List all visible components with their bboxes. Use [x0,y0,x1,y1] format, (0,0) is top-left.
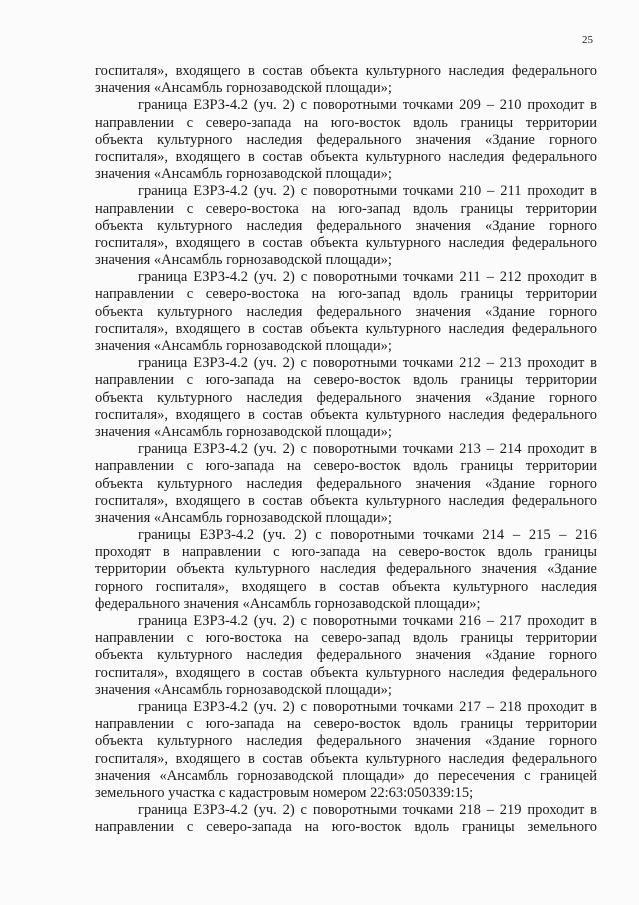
text-line: госпиталя», входящего в состав объекта культурного наследия федерального [95,234,597,251]
text-line: горного госпиталя», входящего в состав объекта культурного наследия [95,578,597,595]
text-line: направлении с юго-запада на северо-восток вдоль границы территории [95,458,597,475]
paragraph [95,441,597,527]
paragraph [95,97,597,183]
text-line: значения «Ансамбль горнозаводской площади»; [95,423,392,440]
text-line: граница ЕЗРЗ-4.2 (уч. 2) с поворотными точками 209 – 210 проходит в [138,97,597,114]
text-line: границы ЕЗРЗ-4.2 (уч. 2) с поворотными точками 214 – 215 – 216 [138,527,597,544]
text-line: направлении с северо-запада на юго-восток вдоль границы земельного [95,819,597,836]
text-line: граница ЕЗРЗ-4.2 (уч. 2) с поворотными точками 218 – 219 проходит в [138,802,597,819]
text-line: земельного участка с кадастровым номером 22:63:050339:15; [95,784,474,801]
text-line: направлении с юго-запада на северо-восток вдоль границы территории [95,372,597,389]
text-line: направлении с северо-востока на юго-запад вдоль границы территории [95,286,597,303]
text-line: граница ЕЗРЗ-4.2 (уч. 2) с поворотными точками 211 – 212 проходит в [138,269,597,286]
text-line: объекта культурного наследия федерального значения «Здание горного [95,131,597,148]
text-line: значения «Ансамбль горнозаводской площади»; [95,338,392,354]
text-line: граница ЕЗРЗ-4.2 (уч. 2) с поворотными точками 212 – 213 проходит в [138,355,597,372]
text-line: граница ЕЗРЗ-4.2 (уч. 2) с поворотными точками 217 – 218 проходит в [138,698,597,715]
text-line: госпиталя», входящего в состав объекта культурного наследия федерального [95,320,597,337]
text-line: госпиталя», входящего в состав объекта культурного наследия федерального [95,148,597,165]
text-line: госпиталя», входящего в состав объекта культурного наследия федерального [95,406,597,423]
text-line: госпиталя», входящего в состав объекта культурного наследия федерального [95,63,597,79]
text-line: граница ЕЗРЗ-4.2 (уч. 2) с поворотными точками 216 – 217 проходит в [138,613,597,629]
text-line: госпиталя», входящего в состав объекта культурного наследия федерального [95,750,597,767]
text-line: граница ЕЗРЗ-4.2 (уч. 2) с поворотными точками 210 – 211 проходит в [138,183,597,200]
text-line: объекта культурного наследия федерального значения «Здание горного [95,303,597,320]
text-line: значения «Ансамбль горнозаводской площади»; [95,681,392,698]
text-line: направлении с северо-востока на юго-запад вдоль границы территории [95,200,597,217]
text-line: направлении с северо-запада на юго-восток вдоль границы территории [95,114,597,131]
paragraph [95,63,597,97]
text-line: объекта культурного наследия федерального значения «Здание горного [95,217,597,234]
text-line: значения «Ансамбль горнозаводской площади»; [95,252,392,269]
paragraph [95,355,597,441]
text-line: объекта культурного наследия федерального значения «Здание горного [95,733,597,750]
text-line: объекта культурного наследия федерального значения «Здание горного [95,647,597,664]
text-line: значения «Ансамбль горнозаводской площади» до пересечения с границей [95,767,597,784]
text-line: территории объекта культурного наследия федерального значения «Здание [95,561,597,578]
text-line: направлении с юго-запада на северо-восток вдоль границы территории [95,716,597,733]
text-line: значения «Ансамбль горнозаводской площади»; [95,80,392,97]
text-line: объекта культурного наследия федерального значения «Здание горного [95,389,597,406]
text-line: направлении с юго-востока на северо-запад вдоль границы территории [95,630,597,647]
document-body [95,63,597,836]
text-line: граница ЕЗРЗ-4.2 (уч. 2) с поворотными точками 213 – 214 проходит в [138,441,597,458]
text-line: значения «Ансамбль горнозаводской площади»; [95,166,392,183]
text-line: госпиталя», входящего в состав объекта культурного наследия федерального [95,492,597,509]
paragraph [95,183,597,269]
text-line: госпиталя», входящего в состав объекта культурного наследия федерального [95,664,597,681]
paragraph [95,527,597,613]
text-line: проходят в направлении с юго-запада на северо-восток вдоль границы [95,544,597,561]
text-line: объекта культурного наследия федерального значения «Здание горного [95,475,597,492]
text-line: значения «Ансамбль горнозаводской площади»; [95,509,392,526]
paragraph [95,613,597,699]
paragraph [95,699,597,802]
paragraph [95,802,597,836]
page-number: 25 [582,34,593,46]
text-line: федерального значения «Ансамбль горнозаводской площади»; [95,595,481,612]
paragraph [95,269,597,355]
